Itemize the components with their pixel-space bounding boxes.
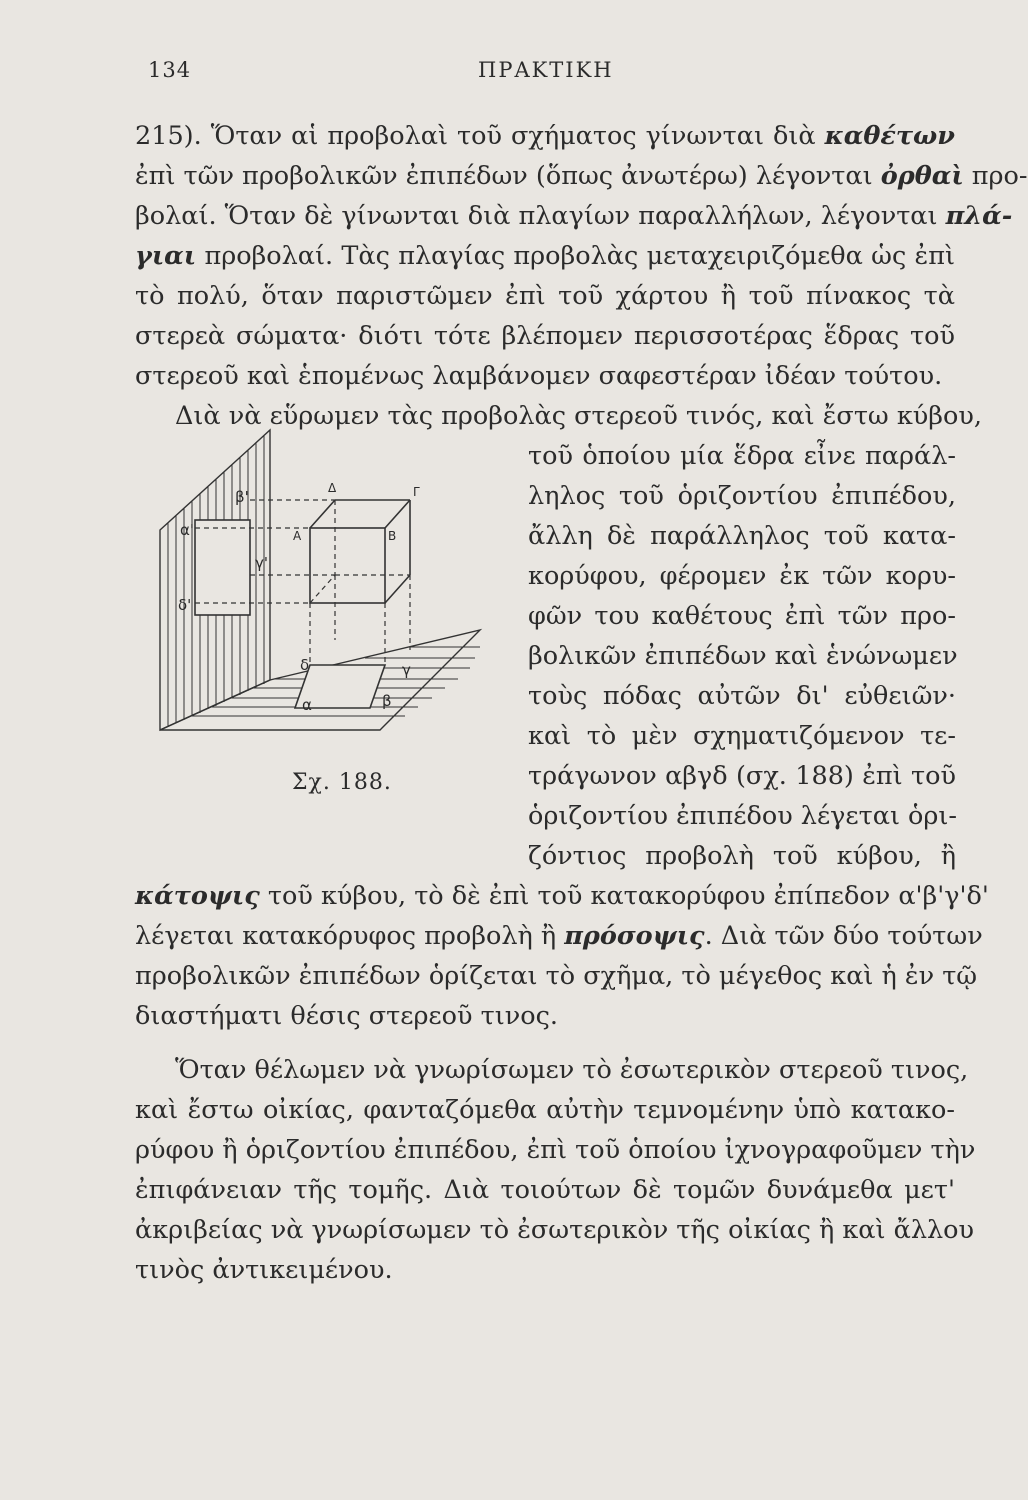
paragraph-3-line-1: Ὅταν θέλωμεν νὰ γνωρίσωμεν τὸ ἐσωτερικὸν στερεοῦ τινος, xyxy=(175,1055,969,1085)
figure-caption: Σχ. 188. xyxy=(292,770,392,795)
wrapped-line-5: φῶν του καθέτους ἐπὶ τῶν προ- xyxy=(528,601,956,631)
paragraph-2-first-line: Διὰ νὰ εὕρωμεν τὰς προβολὰς στερεοῦ τινός, καὶ ἔστω κύβου, xyxy=(175,401,982,431)
wrapped-line-6: βολικῶν ἐπιπέδων καὶ ἑνώνωμεν xyxy=(528,641,958,671)
page-header xyxy=(148,58,928,94)
term-katopsis: κάτοψις xyxy=(135,881,260,911)
term-kathetwn: καθέτων xyxy=(824,121,955,151)
cube xyxy=(310,500,410,603)
page-number: 134 xyxy=(148,58,192,82)
label-gamma-prime: γ' xyxy=(255,554,269,572)
paragraph-3-line-3: ρύφου ἢ ὁριζοντίου ἐπιπέδου, ἐπὶ τοῦ ὁποίου ἰχνογραφοῦμεν τὴν xyxy=(135,1135,976,1165)
label-alpha-prime: α' xyxy=(180,521,195,539)
paragraph-1-line-5: τὸ πολύ, ὅταν παριστῶμεν ἐπὶ τοῦ χάρτου ἢ τοῦ πίνακος τὰ xyxy=(135,281,955,311)
label-Gamma: Γ xyxy=(413,485,420,499)
figure-188 xyxy=(150,420,510,780)
paragraph-1-line-2: ἐπὶ τῶν προβολικῶν ἐπιπέδων (ὅπως ἀνωτέρω) λέγονται ὀρθαὶ προ- xyxy=(135,161,1028,191)
cube-projection-diagram xyxy=(150,420,510,780)
wrapped-line-7: τοὺς πόδας αὐτῶν δι' εὐθειῶν· xyxy=(528,681,956,711)
wrapped-line-1: τοῦ ὁποίου μία ἕδρα εἶνε παράλ- xyxy=(528,441,956,471)
wrapped-line-2: ληλος τοῦ ὁριζοντίου ἐπιπέδου, xyxy=(528,481,956,511)
paragraph-2-line-13: προβολικῶν ἐπιπέδων ὁρίζεται τὸ σχῆμα, τὸ μέγεθος καὶ ἡ ἐν τῷ xyxy=(135,961,978,991)
wrapped-line-3: ἄλλη δὲ παράλληλος τοῦ κατα- xyxy=(528,521,956,551)
vertical-projection-square xyxy=(195,520,250,615)
wrapped-line-10: ὁριζοντίου ἐπιπέδου λέγεται ὁρι- xyxy=(528,801,958,831)
paragraph-1-line-7: στερεοῦ καὶ ἑπομένως λαμβάνομεν σαφεστέραν ἰδέαν τούτου. xyxy=(135,361,943,391)
term-plagiai-cont: γιαι xyxy=(135,241,197,271)
label-alpha: α xyxy=(302,696,312,714)
paragraph-2-line-14: διαστήματι θέσις στερεοῦ τινος. xyxy=(135,1001,558,1031)
wrapped-line-4: κορύφου, φέρομεν ἐκ τῶν κορυ- xyxy=(528,561,956,591)
wrapped-line-9: τράγωνον αβγδ (σχ. 188) ἐπὶ τοῦ xyxy=(528,761,956,791)
wrapped-line-11: ζόντιος προβολὴ τοῦ κύβου, ἢ xyxy=(528,841,956,871)
term-prosopsis: πρόσοψις xyxy=(564,921,705,951)
label-delta-prime: δ' xyxy=(178,596,192,614)
label-beta: β xyxy=(382,692,392,710)
label-gamma: γ xyxy=(402,661,411,679)
label-B: Β xyxy=(388,529,397,543)
paragraph-2-line-katopsis: κάτοψις τοῦ κύβου, τὸ δὲ ἐπὶ τοῦ κατακορύφου ἐπίπεδον α'β'γ'δ' xyxy=(135,881,989,911)
label-A: Α xyxy=(293,529,302,543)
paragraph-1-line-1: 215). Ὅταν αἱ προβολαὶ τοῦ σχήματος γίνωνται διὰ καθέτων xyxy=(135,121,955,151)
label-beta-prime: β' xyxy=(235,488,249,506)
paragraph-3-line-6: τινὸς ἀντικειμένου. xyxy=(135,1255,393,1285)
running-title: ΠΡΑΚΤΙΚΗ xyxy=(478,58,614,82)
term-plagiai: πλά- xyxy=(945,201,1013,231)
paragraph-1-line-6: στερεὰ σώματα· διότι τότε βλέπομεν περισσοτέρας ἕδρας τοῦ xyxy=(135,321,955,351)
paragraph-2-line-prosopsis: λέγεται κατακόρυφος προβολὴ ἢ πρόσοψις. Διὰ τῶν δύο τούτων xyxy=(135,921,983,951)
paragraph-3-line-5: ἀκριβείας νὰ γνωρίσωμεν τὸ ἐσωτερικὸν τῆς οἰκίας ἢ καὶ ἄλλου xyxy=(135,1215,975,1245)
label-Delta: Δ xyxy=(328,481,337,495)
paragraph-3-line-4: ἐπιφάνειαν τῆς τομῆς. Διὰ τοιούτων δὲ τομῶν δυνάμεθα μετ' xyxy=(135,1175,955,1205)
label-delta: δ xyxy=(300,656,310,674)
wrapped-line-8: καὶ τὸ μὲν σχηματιζόμενον τε- xyxy=(528,721,956,751)
term-orthai: ὀρθαὶ xyxy=(880,161,964,191)
paragraph-3-line-2: καὶ ἔστω οἰκίας, φανταζόμεθα αὐτὴν τεμνομένην ὑπὸ κατακο- xyxy=(135,1095,955,1125)
paragraph-1-line-3: βολαί. Ὅταν δὲ γίνωνται διὰ πλαγίων παραλλήλων, λέγονται πλά- xyxy=(135,201,1013,231)
paragraph-1-line-4: γιαι προβολαί. Τὰς πλαγίας προβολὰς μεταχειριζόμεθα ὡς ἐπὶ xyxy=(135,241,955,271)
